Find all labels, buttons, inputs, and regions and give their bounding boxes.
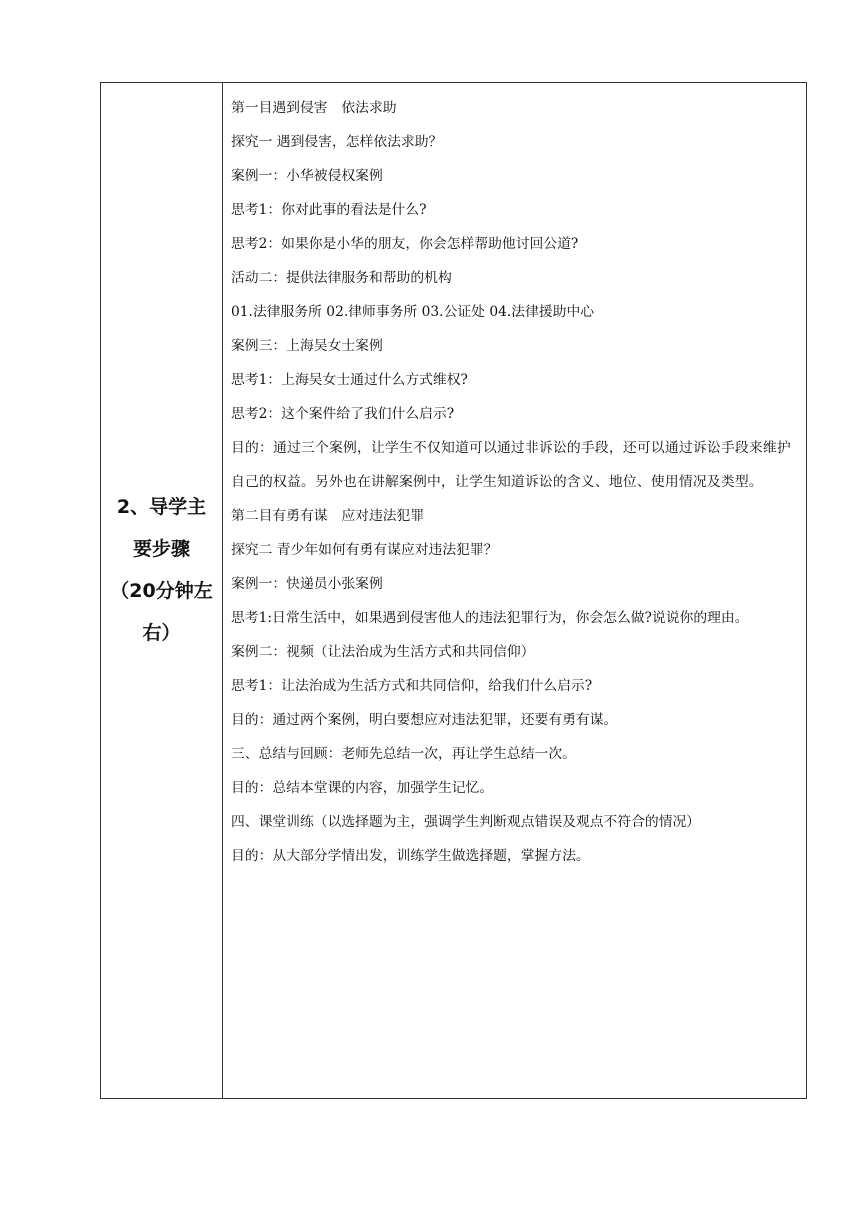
inquiry-2: 探究二 青少年如何有勇有谋应对违法犯罪？ bbox=[231, 542, 498, 558]
purpose-3: 目的：总结本堂课的内容，加强学生记忆。 bbox=[231, 780, 494, 796]
purpose-paragraph: 目的：通过三个案例，让学生不仅知道可以通过非诉讼的手段，还可以通过诉讼手段来维护自己的权益。另外也在讲解案例中，让学生知道诉讼的含义、地位、使用情况及类型。 bbox=[231, 440, 791, 490]
step-content-cell bbox=[223, 83, 806, 1098]
case-2-2: 案例二：视频（让法治成为生活方式和共同信仰） bbox=[231, 644, 535, 660]
purpose-4: 目的：从大部分学情出发，训练学生做选择题，掌握方法。 bbox=[231, 848, 590, 864]
class-training: 四、课堂训练（以选择题为主，强调学生判断观点错误及观点不符合的情况） bbox=[231, 814, 701, 830]
institution-list: 01.法律服务所 02.律师事务所 03.公证处 04.法律援助中心 bbox=[231, 304, 595, 320]
question-3-1: 思考1：上海吴女士通过什么方式维权? bbox=[231, 372, 468, 388]
question-2-2: 思考1：让法治成为生活方式和共同信仰，给我们什么启示? bbox=[231, 678, 593, 694]
case-3: 案例三：上海吴女士案例 bbox=[231, 338, 383, 354]
lesson-table bbox=[100, 82, 807, 1099]
summary-review: 三、总结与回顾：老师先总结一次，再让学生总结一次。 bbox=[231, 746, 576, 762]
inquiry-1: 探究一 遇到侵害，怎样依法求助？ bbox=[231, 134, 443, 150]
section-title-2: 第二目有勇有谋 应对违法犯罪 bbox=[231, 508, 425, 524]
step-label-cell bbox=[101, 83, 223, 1098]
question-2-1: 思考1:日常生活中，如果遇到侵害他人的违法犯罪行为，你会怎么做?说说你的理由。 bbox=[231, 610, 749, 626]
case-1: 案例一：小华被侵权案例 bbox=[231, 168, 383, 184]
case-2-1: 案例一：快递员小张案例 bbox=[231, 576, 383, 592]
question-1-2: 思考2：如果你是小华的朋友，你会怎样帮助他讨回公道? bbox=[231, 236, 579, 252]
question-3-2: 思考2：这个案件给了我们什么启示? bbox=[231, 406, 455, 422]
activity-2: 活动二：提供法律服务和帮助的机构 bbox=[231, 270, 452, 286]
purpose-2: 目的：通过两个案例，明白要想应对违法犯罪，还要有勇有谋。 bbox=[231, 712, 618, 728]
question-1-1: 思考1：你对此事的看法是什么? bbox=[231, 202, 427, 218]
step-heading: 2、导学主 要步骤 （20分钟左 右） bbox=[110, 495, 213, 644]
section-title-1: 第一目遇到侵害 依法求助 bbox=[231, 100, 397, 116]
